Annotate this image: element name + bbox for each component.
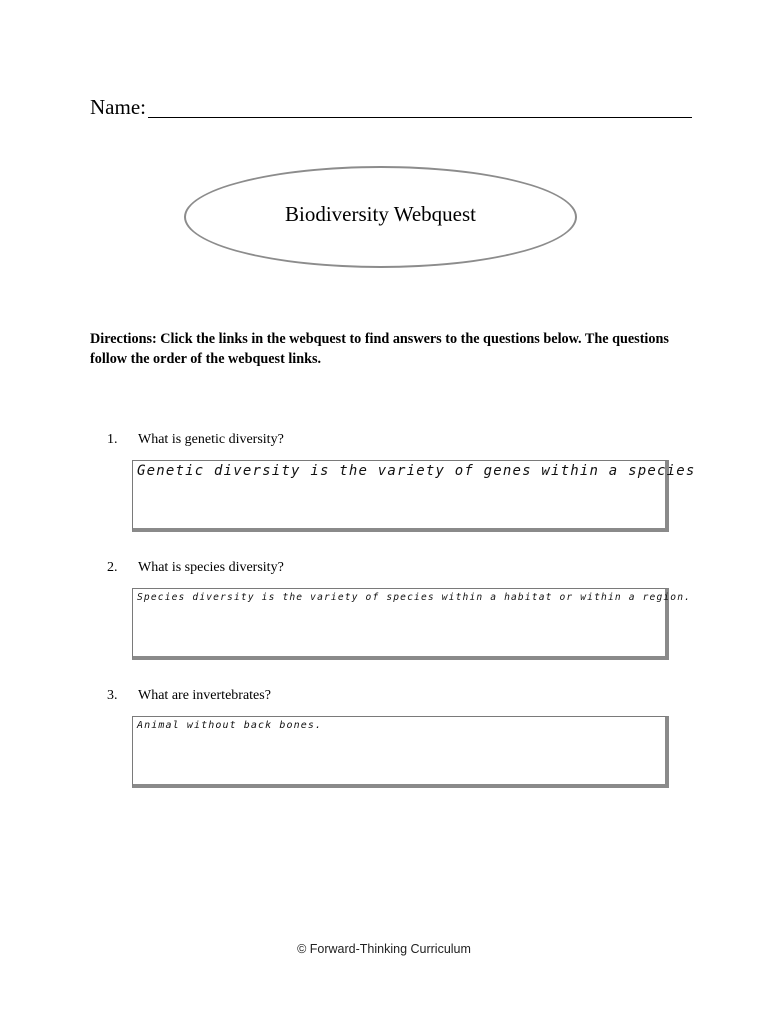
question-number: 1. [107, 432, 118, 447]
answer-box-3[interactable] [132, 716, 669, 788]
worksheet-title: Biodiversity Webquest [285, 201, 476, 226]
answer-box-2[interactable] [132, 588, 692, 660]
question-text: What is species diversity? [138, 560, 284, 575]
name-field-line[interactable] [148, 99, 692, 118]
handwritten-answer: Genetic diversity is the variety of genes within a species [137, 463, 696, 479]
question-2 [107, 559, 284, 577]
copyright-footer: © Forward-Thinking Curriculum [297, 942, 471, 956]
directions-text: Directions: Click the links in the webquest to find answers to the questions below. The questions follow the order of the webquest links. [90, 331, 669, 367]
title-oval [184, 166, 577, 268]
name-row [90, 92, 692, 118]
question-number: 3. [107, 688, 118, 703]
handwritten-answer: Species diversity is the variety of species within a habitat or within a region. [137, 592, 692, 603]
handwritten-answer: Animal without back bones. [137, 720, 323, 731]
question-1 [107, 431, 284, 449]
question-number: 2. [107, 560, 118, 575]
question-3 [107, 687, 271, 705]
question-text: What is genetic diversity? [138, 432, 284, 447]
name-label: Name: [90, 95, 146, 119]
question-text: What are invertebrates? [138, 688, 271, 703]
answer-box-1[interactable] [132, 460, 696, 532]
